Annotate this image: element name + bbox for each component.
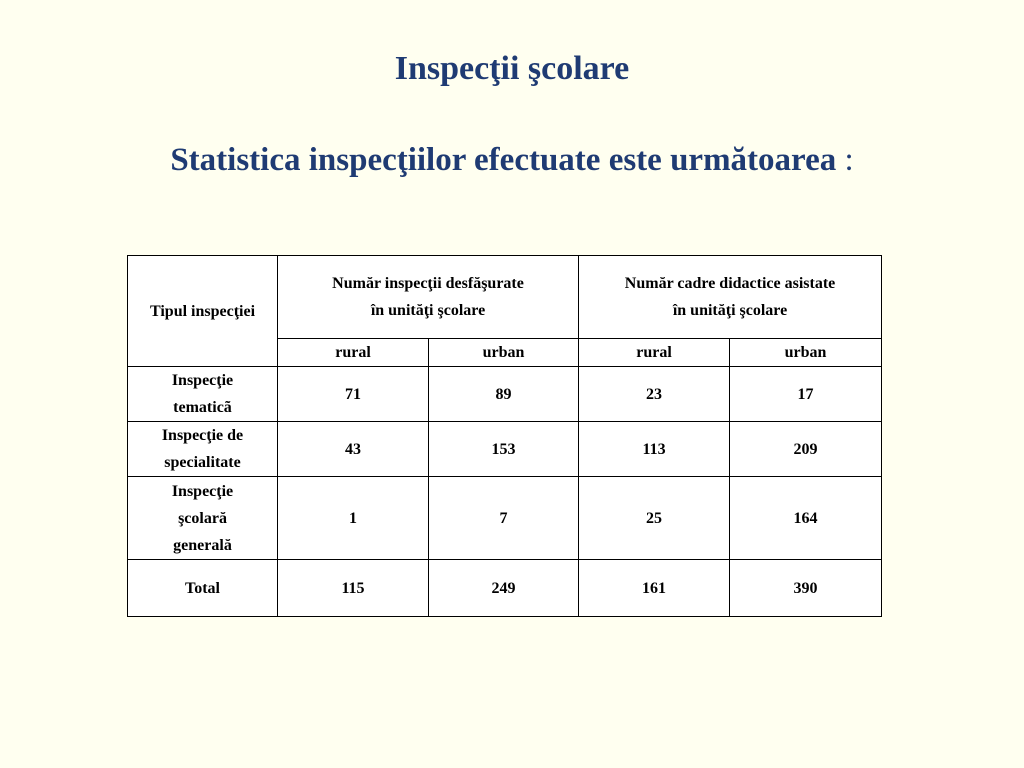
table-cell: 71	[278, 367, 429, 422]
slide-title: Inspecţii şcolare	[394, 50, 630, 87]
table-row	[128, 367, 882, 422]
table-cell: 17	[730, 367, 882, 422]
slide-subtitle	[0, 142, 1024, 179]
header-teachers-count-line2: în unităţi şcolare	[672, 302, 788, 319]
row-label	[128, 422, 278, 477]
table-cell: 113	[579, 422, 730, 477]
table-total-row	[128, 560, 882, 617]
row-label-line: şcolară	[178, 509, 227, 527]
header-teachers-count	[579, 256, 882, 339]
subtitle-text: Statistica inspecţiilor efectuate este următoarea	[170, 142, 837, 178]
table-cell: 23	[579, 367, 730, 422]
table-header-row	[128, 256, 882, 339]
row-label-line: Inspecţie	[171, 372, 234, 389]
header-inspections-count-line1: Număr inspecţii desfăşurate	[332, 275, 524, 292]
table-cell: 25	[579, 477, 730, 560]
table-cell: 161	[579, 560, 730, 617]
row-label-line: tematicã	[173, 399, 232, 416]
table-cell: 249	[429, 560, 579, 617]
table-cell: 164	[730, 477, 882, 560]
table-cell: 153	[429, 422, 579, 477]
row-label-line: specialitate	[164, 454, 241, 471]
row-label-line: Inspecţie de	[161, 427, 244, 444]
subheader-rural: rural	[579, 339, 730, 367]
row-label-line: Inspecţie	[171, 482, 234, 500]
header-teachers-count-line1: Număr cadre didactice asistate	[624, 275, 836, 292]
row-label	[128, 367, 278, 422]
table-cell: 1	[278, 477, 429, 560]
header-inspections-count-line2: în unităţi şcolare	[370, 302, 486, 319]
table-cell: 43	[278, 422, 429, 477]
subheader-urban: urban	[730, 339, 882, 367]
table-cell: 7	[429, 477, 579, 560]
inspection-stats-table	[127, 255, 882, 617]
table-row	[128, 422, 882, 477]
table-cell: 115	[278, 560, 429, 617]
row-label-line: generală	[173, 536, 232, 554]
table-cell: 390	[730, 560, 882, 617]
row-label	[128, 477, 278, 560]
subtitle-colon: :	[836, 142, 854, 178]
header-inspection-type: Tipul inspecţiei	[128, 256, 278, 367]
subheader-urban: urban	[429, 339, 579, 367]
table-cell: 209	[730, 422, 882, 477]
header-inspections-count	[278, 256, 579, 339]
table-row	[128, 477, 882, 560]
row-label: Total	[128, 560, 278, 617]
subheader-rural: rural	[278, 339, 429, 367]
table-cell: 89	[429, 367, 579, 422]
